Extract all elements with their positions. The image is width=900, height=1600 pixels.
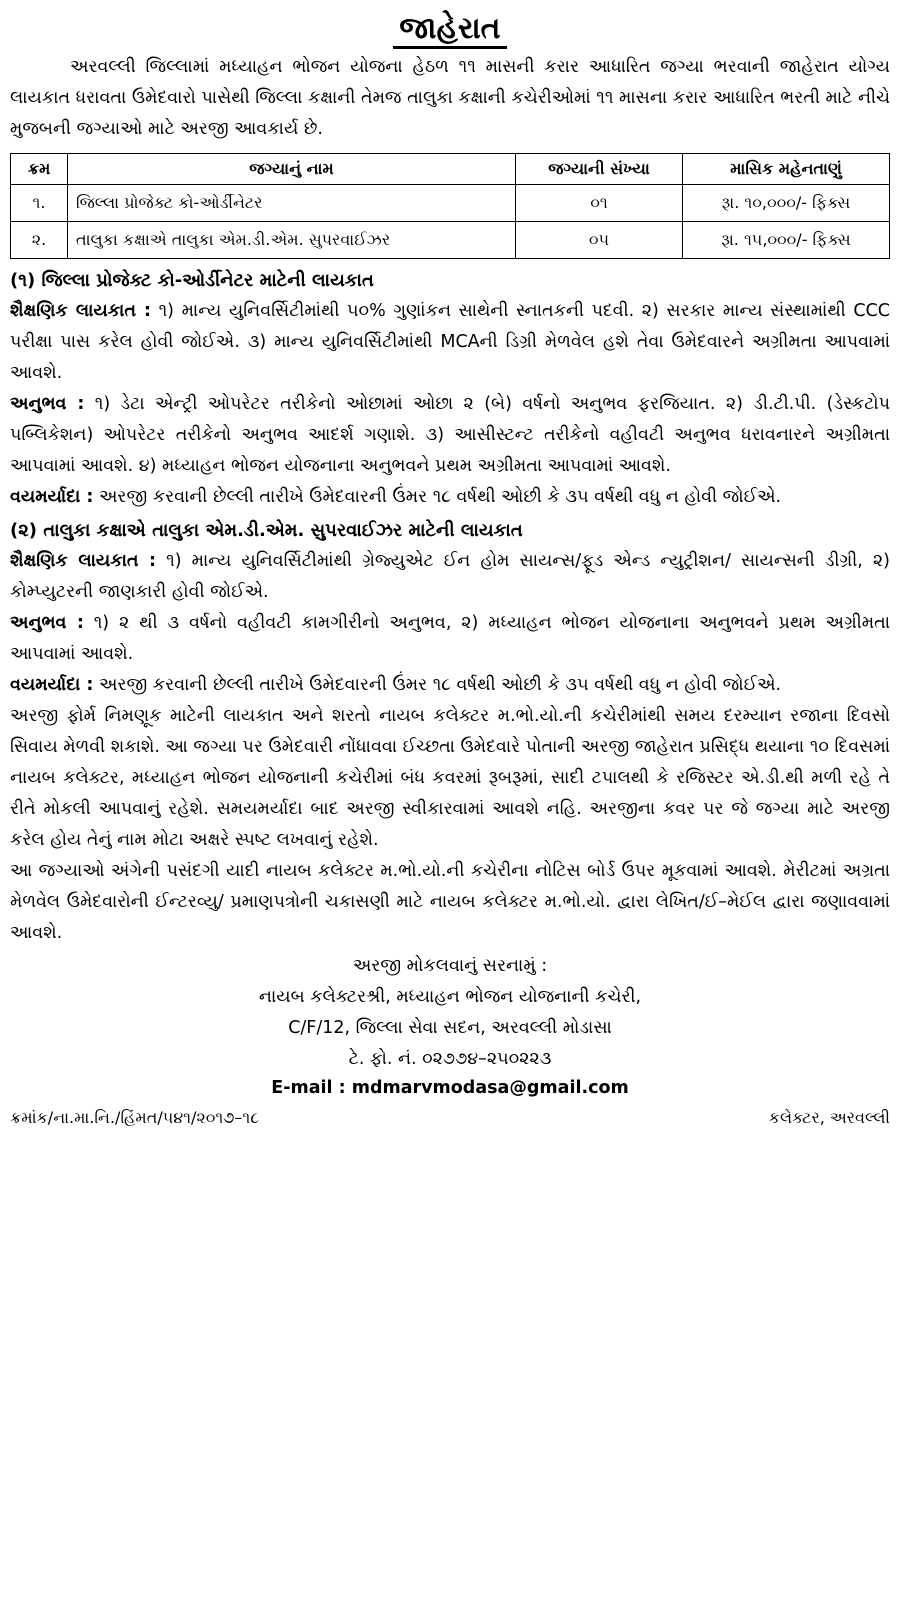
instructions-paragraph: અરજી ફોર્મ નિમણૂક માટેની લાયકાત અને શરતો નાયબ કલેક્ટર મ.ભો.યો.ની કચેરીમાંથી સમય દરમ્યાન રજાના દિવસો સિવાય મેળવી શકાશે. આ જગ્યા પર ઉમેદવારી નોંધાવવા ઈચ્છતા ઉમેદવારે પોતાની અરજી જાહેરાત પ્રસિદ્ધ થયાના ૧૦ દિવસમાં નાયબ કલેક્ટર, મધ્યાહન ભોજન યોજનાની કચેરીમાં બંધ કવરમાં રૂબરૂમાં, સાદી ટપાલથી કે રજિસ્ટર એ.ડી.થી મળી રહે તે રીતે મોકલી આપવાનું રહેશે. સમયમર્યાદા બાદ અરજી સ્વીકારવામાં આવશે નહિ. અરજીના કવર પર જે જગ્યા માટે અરજી કરેલ હોય તેનું નામ મોટા અક્ષરે સ્પષ્ટ લખવાનું રહેશે. <box>10 706 890 850</box>
intro-paragraph: અરવલ્લી જિલ્લામાં મધ્યાહન ભોજન યોજના હેઠળ ૧૧ માસની કરાર આધારિત જગ્યા ભરવાની જાહેરાત યોગ્ય લાયકાત ધરાવતા ઉમેદવારો પાસેથી જિલ્લા કક્ષાની તેમજ તાલુકા કક્ષાની કચેરીઓમાં ૧૧ માસના કરાર આધારિત ભરતી માટે નીચે મુજબની જગ્યાઓ માટે અરજી આવકાર્ય છે. <box>10 57 890 139</box>
row-post-count: ૦૧ <box>516 185 683 222</box>
table-header-row <box>11 154 890 185</box>
section2-experience-label: અનુભવ : <box>10 613 84 633</box>
section2-education-text: ૧) માન્ય યુનિવર્સિટીમાંથી ગ્રેજ્યુએટ ઈન હોમ સાયન્સ/ફૂડ એન્ડ ન્યુટ્રીશન/ સાયન્સની ડીગ્રી, ૨) કોમ્પ્યુટરની જાણકારી હોવી જોઈએ. <box>10 551 890 602</box>
contact-email: E-mail : mdmarvmodasa@gmail.com <box>271 1078 629 1098</box>
posts-table <box>10 153 890 259</box>
section2-age-label: વયમર્યાદા : <box>10 675 94 695</box>
row-post-count: ૦૫ <box>516 222 683 259</box>
section2-experience-text: ૧) ૨ થી ૩ વર્ષનો વહીવટી કામગીરીનો અનુભવ, ૨) મધ્યાહન ભોજન યોજનાના અનુભવને પ્રથમ અગ્રીમતા આપવામાં આવશે. <box>10 613 890 664</box>
row-monthly-pay: રૂા. ૧૦,૦૦૦/- ફિક્સ <box>683 185 890 222</box>
row-post-name: જિલ્લા પ્રોજેક્ટ કો-ઓર્ડીનેટર <box>68 185 516 222</box>
header-serial: ક્રમ <box>11 154 68 185</box>
table-row <box>11 222 890 259</box>
section1-age-label: વયમર્યાદા : <box>10 487 94 507</box>
header-post-count: જગ્યાની સંખ્યા <box>516 154 683 185</box>
reference-number: ક્રમાંક/ના.મા.નિ./હિંમત/૫૪૧/૨૦૧૭–૧૮ <box>10 1108 260 1127</box>
address-block <box>10 951 890 1075</box>
row-serial: ૧. <box>11 185 68 222</box>
signatory: કલેક્ટર, અરવલ્લી <box>768 1108 890 1127</box>
section1-education <box>10 296 890 389</box>
section2-age-limit <box>10 670 890 701</box>
address-phone: ટે. ફો. નં. ૦૨૭૭૪–૨૫૦૨૨૩ <box>348 1049 552 1069</box>
advertisement-page <box>10 0 890 1131</box>
section2-education <box>10 546 890 608</box>
selection-paragraph: આ જગ્યાઓ અંગેની પસંદગી યાદી નાયબ કલેક્ટર મ.ભો.યો.ની કચેરીના નોટિસ બોર્ડ ઉપર મૂકવામાં આવશે. મેરીટમાં અગ્રતા મેળવેલ ઉમેદવારોની ઈન્ટરવ્યુ/ પ્રમાણપત્રોની ચકાસણી માટે નાયબ કલેક્ટર મ.ભો.યો. દ્વારા લેખિત/ઈ–મેઈલ દ્વારા જણાવવામાં આવશે. <box>10 861 890 943</box>
section2-heading: (૨) તાલુકા કક્ષાએ તાલુકા એમ.ડી.એમ. સુપરવાઈઝર માટેની લાયકાત <box>10 520 523 541</box>
page-title: જાહેરાત <box>10 10 890 48</box>
row-serial: ૨. <box>11 222 68 259</box>
section1-experience-label: અનુભવ : <box>10 394 85 414</box>
section1-experience-text: ૧) ડેટા એન્ટ્રી ઓપરેટર તરીકેનો ઓછામાં ઓછા ૨ (બે) વર્ષનો અનુભવ ફરજિયાત. ૨) ડી.ટી.પી. (ડેસ્કટોપ પબ્લિકેશન) ઓપરેટર તરીકેનો અનુભવ આદર્શ ગણાશે. ૩) આસીસ્ટન્ટ તરીકેનો વહીવટી અનુભવ ધરાવનારને અગ્રીમતા આપવામાં આવશે. ૪) મધ્યાહન ભોજન યોજનાના અનુભવને પ્રથમ અગ્રીમતા આપવામાં આવશે. <box>10 394 890 476</box>
header-post-name: જગ્યાનું નામ <box>68 154 516 185</box>
section1-experience <box>10 389 890 482</box>
address-line-1: નાયબ કલેક્ટરશ્રી, મધ્યાહન ભોજન યોજનાની કચેરી, <box>258 987 642 1007</box>
section2-education-label: શૈક્ષણિક લાયકાત : <box>10 551 157 571</box>
section1-age-limit <box>10 482 890 513</box>
address-label: અરજી મોકલવાનું સરનામું : <box>352 956 548 976</box>
address-line-2: C/F/12, જિલ્લા સેવા સદન, અરવલ્લી મોડાસા <box>288 1018 612 1038</box>
row-monthly-pay: રૂા. ૧૫,૦૦૦/- ફિક્સ <box>683 222 890 259</box>
footer-row <box>10 1105 890 1131</box>
section1-education-text: ૧) માન્ય યુનિવર્સિટીમાંથી ૫૦% ગુણાંકન સાથેની સ્નાતકની પદવી. ૨) સરકાર માન્ય સંસ્થામાંથી CCC પરીક્ષા પાસ કરેલ હોવી જોઈએ. ૩) માન્ય યુનિવર્સિટીમાંથી MCAની ડિગ્રી મેળવેલ હશે તેવા ઉમેદવારને અગ્રીમતા આપવામાં આવશે. <box>10 301 890 383</box>
section1-age-text: અરજી કરવાની છેલ્લી તારીખે ઉમેદવારની ઉંમર ૧૮ વર્ષથી ઓછી કે ૩૫ વર્ષથી વધુ ન હોવી જોઈએ. <box>98 487 782 507</box>
section2-experience <box>10 608 890 670</box>
table-row <box>11 185 890 222</box>
row-post-name: તાલુકા કક્ષાએ તાલુકા એમ.ડી.એમ. સુપરવાઈઝર <box>68 222 516 259</box>
header-monthly-pay: માસિક મહેનતાણું <box>683 154 890 185</box>
section1-education-label: શૈક્ષણિક લાયકાત : <box>10 301 152 321</box>
section2-age-text: અરજી કરવાની છેલ્લી તારીખે ઉમેદવારની ઉંમર ૧૮ વર્ષથી ઓછી કે ૩૫ વર્ષથી વધુ ન હોવી જોઈએ. <box>98 675 782 695</box>
section1-heading: (૧) જિલ્લા પ્રોજેક્ટ કો-ઓર્ડીનેટર માટેની લાયકાત <box>10 270 374 291</box>
